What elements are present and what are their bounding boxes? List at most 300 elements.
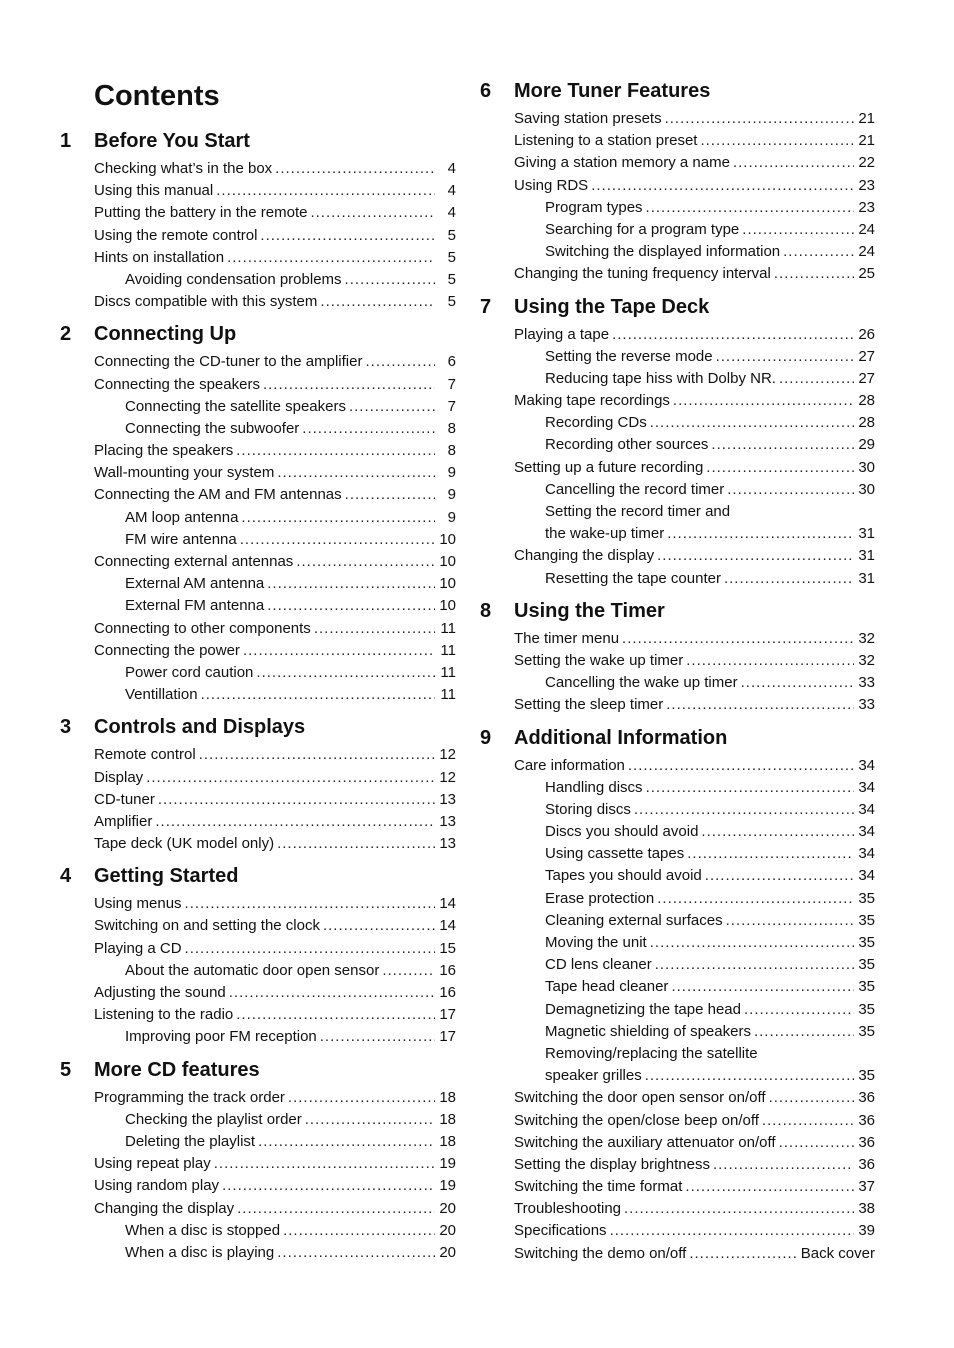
toc-entry-label: Adjusting the sound — [94, 984, 226, 1001]
toc-entry-label: Removing/replacing the satellite — [545, 1044, 758, 1062]
section-heading[interactable] — [60, 1059, 456, 1087]
dot-leader — [277, 1242, 435, 1264]
toc-entry[interactable] — [480, 1021, 875, 1043]
toc-entry-page: 34 — [858, 778, 875, 796]
dot-leader — [382, 960, 435, 982]
dot-leader — [320, 291, 435, 313]
dot-leader — [754, 1021, 854, 1043]
toc-entry[interactable] — [480, 368, 875, 390]
toc-entry-page: 11 — [440, 663, 456, 681]
toc-entry[interactable] — [60, 202, 456, 224]
section-title: Using the Tape Deck — [514, 295, 710, 318]
dot-leader — [199, 744, 435, 766]
toc-entry-page: 30 — [858, 458, 875, 476]
toc-entry-page: 13 — [439, 812, 456, 830]
dot-leader — [260, 225, 435, 247]
toc-entry-page: 10 — [439, 553, 456, 570]
toc-entry-label: Amplifier — [94, 812, 153, 830]
toc-entry[interactable] — [480, 1132, 875, 1154]
toc-entry-page: 16 — [439, 984, 456, 1001]
toc-entry[interactable] — [60, 684, 456, 706]
toc-entry-label: Specifications — [514, 1222, 607, 1240]
toc-entry-page: 14 — [439, 895, 456, 913]
toc-entry[interactable] — [60, 247, 456, 269]
toc-entry[interactable] — [60, 982, 456, 1004]
toc-entry-page: 17 — [439, 1006, 456, 1024]
toc-entry-label: Placing the speakers — [94, 442, 234, 460]
toc-entry[interactable] — [60, 833, 456, 855]
toc-entry[interactable] — [480, 694, 875, 716]
toc-entry[interactable] — [60, 529, 456, 551]
toc-entry[interactable] — [60, 938, 456, 960]
toc-section-3 — [60, 716, 456, 855]
section-title: Controls and Displays — [94, 716, 306, 739]
toc-entry-label: Moving the unit — [545, 934, 647, 951]
toc-entry-label: Connecting the power — [94, 641, 240, 659]
dot-leader — [237, 1198, 435, 1220]
toc-entry-page: 26 — [858, 325, 875, 343]
toc-entry-label: Care information — [514, 756, 625, 774]
toc-entry[interactable] — [480, 324, 875, 346]
toc-entry-page: 21 — [858, 132, 875, 150]
toc-entry[interactable] — [480, 672, 875, 694]
toc-entry[interactable] — [480, 434, 875, 456]
toc-entry-page: 36 — [858, 1133, 875, 1151]
toc-entry-page: 11 — [440, 686, 456, 704]
toc-entry[interactable] — [60, 640, 456, 662]
toc-entry-page: 20 — [439, 1199, 456, 1217]
toc-entry[interactable] — [480, 1243, 875, 1265]
toc-entry-label: Saving station presets — [514, 110, 662, 127]
toc-entry[interactable] — [480, 130, 875, 152]
toc-entry[interactable] — [480, 843, 875, 865]
section-title: Additional Information — [514, 726, 728, 749]
toc-section-7 — [480, 296, 875, 590]
dot-leader — [258, 1131, 435, 1153]
toc-entry[interactable] — [480, 346, 875, 368]
section-heading[interactable] — [480, 80, 875, 108]
toc-entry-label: Making tape recordings — [514, 392, 670, 410]
toc-entry-page: 23 — [858, 198, 875, 216]
dot-leader — [310, 202, 435, 224]
toc-entry-label: Power cord caution — [125, 663, 254, 681]
dot-leader — [320, 1026, 435, 1048]
dot-leader — [774, 263, 854, 285]
toc-entry[interactable] — [60, 1087, 456, 1109]
toc-entry[interactable] — [60, 1198, 456, 1220]
toc-entry-page: 33 — [858, 674, 875, 692]
toc-entry-label: When a disc is playing — [125, 1243, 275, 1261]
dot-leader — [628, 755, 854, 777]
toc-entry[interactable] — [480, 152, 875, 174]
toc-entry-page: 16 — [439, 961, 456, 979]
toc-entry-page: 32 — [858, 629, 875, 647]
section-title: More CD features — [94, 1058, 260, 1081]
toc-entry[interactable] — [480, 219, 875, 241]
toc-entry-label: Using menus — [94, 895, 182, 913]
toc-entry-page: 32 — [858, 651, 875, 669]
toc-entry-page: 25 — [858, 265, 875, 283]
toc-entry-page: 20 — [439, 1221, 456, 1239]
toc-entry-page: 28 — [858, 414, 875, 432]
toc-entry-label: Connecting the subwoofer — [125, 419, 300, 437]
dot-leader — [779, 368, 854, 390]
dot-leader — [349, 396, 435, 418]
toc-entry-label: Ventillation — [125, 686, 198, 704]
toc-entry-page: 36 — [858, 1111, 875, 1129]
toc-entry[interactable] — [60, 462, 456, 484]
toc-entry-label: Checking the playlist order — [125, 1110, 302, 1128]
toc-entry[interactable] — [60, 440, 456, 462]
toc-section-9 — [480, 727, 875, 1265]
toc-entry-label: Connecting the AM and FM antennas — [94, 486, 342, 504]
toc-entry-page: 35 — [858, 1000, 875, 1018]
toc-entry-page: 8 — [447, 442, 456, 460]
toc-entry-label: Cancelling the wake up timer — [545, 674, 738, 692]
dot-leader — [779, 1132, 854, 1154]
dot-leader — [742, 219, 854, 241]
toc-entry-label: Connecting the satellite speakers — [125, 397, 346, 415]
dot-leader — [241, 507, 435, 529]
section-heading[interactable] — [60, 323, 456, 351]
toc-entry[interactable] — [60, 225, 456, 247]
dot-leader — [345, 484, 435, 506]
toc-entry-page: 34 — [858, 867, 875, 885]
toc-entry[interactable] — [480, 888, 875, 910]
toc-entry[interactable] — [480, 999, 875, 1021]
dot-leader — [687, 843, 854, 865]
section-number: 7 — [480, 295, 492, 318]
toc-entry-label: Connecting the speakers — [94, 375, 260, 393]
dot-leader — [275, 158, 435, 180]
toc-entry[interactable] — [480, 799, 875, 821]
toc-entry[interactable] — [60, 1242, 456, 1264]
toc-entry[interactable] — [480, 568, 875, 590]
dot-leader — [673, 390, 854, 412]
toc-entry[interactable] — [480, 865, 875, 887]
toc-section-1 — [60, 130, 456, 313]
dot-leader — [277, 462, 435, 484]
toc-entry-label: Changing the display — [94, 1199, 235, 1217]
dot-leader — [713, 1154, 854, 1176]
toc-entry-label: CD-tuner — [94, 790, 155, 808]
toc-entry-page: 35 — [858, 934, 875, 951]
toc-entry[interactable] — [60, 551, 456, 573]
toc-entry[interactable] — [60, 1175, 456, 1197]
toc-entry-label: External AM antenna — [125, 575, 265, 593]
dot-leader — [741, 672, 854, 694]
toc-entry[interactable] — [60, 1220, 456, 1242]
toc-entry-label: Programming the track order — [94, 1088, 285, 1106]
toc-entry-page: 9 — [447, 508, 456, 526]
toc-entry[interactable] — [60, 484, 456, 506]
toc-entry[interactable] — [60, 291, 456, 313]
toc-entry[interactable] — [480, 954, 875, 976]
toc-entry-page: 11 — [440, 641, 456, 659]
dot-leader — [227, 247, 435, 269]
section-number: 1 — [60, 130, 72, 152]
dot-leader — [650, 412, 854, 434]
toc-entry[interactable] — [60, 180, 456, 202]
toc-entry[interactable] — [480, 777, 875, 799]
toc-entry[interactable] — [60, 396, 456, 418]
toc-entry[interactable] — [60, 811, 456, 833]
toc-entry[interactable] — [60, 374, 456, 396]
toc-entry-page: 7 — [447, 375, 456, 393]
toc-entry-label: Cancelling the record timer — [545, 480, 725, 498]
toc-entry[interactable] — [60, 915, 456, 937]
toc-entry-label: Listening to a station preset — [514, 132, 698, 150]
dot-leader — [645, 1065, 854, 1087]
toc-entry[interactable] — [480, 108, 875, 130]
dot-leader — [666, 694, 854, 716]
dot-leader — [655, 954, 854, 976]
toc-entry-page: 34 — [858, 823, 875, 841]
toc-entry-label: Display — [94, 768, 144, 786]
dot-leader — [686, 650, 854, 672]
dot-leader — [288, 1087, 435, 1109]
toc-entry[interactable] — [60, 1004, 456, 1026]
toc-entry-label: Demagnetizing the tape head — [545, 1000, 741, 1018]
dot-leader — [305, 1109, 435, 1131]
toc-entry[interactable] — [480, 755, 875, 777]
toc-entry[interactable] — [480, 197, 875, 219]
dot-leader — [323, 915, 435, 937]
toc-entry[interactable] — [60, 351, 456, 373]
toc-entry[interactable] — [480, 501, 875, 523]
toc-entry-label: Using cassette tapes — [545, 845, 685, 863]
toc-entry[interactable] — [480, 545, 875, 567]
dot-leader — [216, 180, 435, 202]
toc-entry[interactable] — [60, 662, 456, 684]
toc-entry[interactable] — [480, 1154, 875, 1176]
toc-entry-page: 28 — [858, 392, 875, 410]
toc-entry-page: 11 — [440, 619, 456, 637]
toc-entry-page: 7 — [447, 397, 456, 415]
toc-entry[interactable] — [480, 1176, 875, 1198]
toc-entry[interactable] — [480, 390, 875, 412]
toc-entry-label: External FM antenna — [125, 597, 265, 615]
toc-entry[interactable] — [480, 412, 875, 434]
dot-leader — [267, 595, 435, 617]
toc-entry-page: 37 — [858, 1178, 875, 1196]
toc-entry-page: 19 — [439, 1177, 456, 1195]
toc-entry[interactable] — [60, 744, 456, 766]
toc-entry-label: Discs you should avoid — [545, 823, 699, 841]
toc-section-2 — [60, 323, 456, 706]
toc-entry[interactable] — [60, 158, 456, 180]
toc-section-6 — [480, 80, 875, 286]
toc-entry-label: Resetting the tape counter — [545, 569, 721, 587]
toc-entry[interactable] — [60, 1131, 456, 1153]
toc-entry-page: 10 — [439, 597, 456, 615]
toc-entry[interactable] — [480, 479, 875, 501]
dot-leader — [314, 618, 435, 640]
toc-entry-label: Erase protection — [545, 889, 655, 907]
dot-leader — [657, 545, 854, 567]
toc-entry[interactable] — [60, 595, 456, 617]
toc-entry-page: 4 — [447, 182, 456, 200]
toc-entry-label: Connecting external antennas — [94, 553, 294, 570]
toc-entry[interactable] — [60, 767, 456, 789]
section-number: 9 — [480, 726, 492, 749]
section-title: Connecting Up — [94, 323, 237, 346]
dot-leader — [634, 799, 854, 821]
toc-entry[interactable] — [480, 1087, 875, 1109]
dot-leader — [263, 374, 435, 396]
toc-entry-label: speaker grilles — [545, 1067, 642, 1085]
toc-entry-page: 23 — [858, 176, 875, 194]
dot-leader — [733, 152, 854, 174]
dot-leader — [201, 684, 435, 706]
toc-entry-label: Using repeat play — [94, 1155, 211, 1173]
section-heading[interactable] — [60, 865, 456, 893]
toc-section-8 — [480, 600, 875, 717]
toc-entry-label: Improving poor FM reception — [125, 1028, 317, 1046]
toc-entry-label: Hints on installation — [94, 248, 225, 266]
dot-leader — [744, 999, 854, 1021]
section-heading[interactable] — [60, 716, 456, 744]
toc-entry-label: Setting the record timer and — [545, 503, 731, 520]
toc-entry[interactable] — [60, 789, 456, 811]
dot-leader — [727, 479, 854, 501]
toc-entry-page: 35 — [858, 911, 875, 929]
toc-entry-label: Changing the display — [514, 547, 655, 565]
dot-leader — [671, 976, 854, 998]
section-heading[interactable] — [480, 600, 875, 628]
toc-entry-label: the wake-up timer — [545, 525, 665, 543]
toc-entry[interactable] — [480, 1198, 875, 1220]
dot-leader — [185, 938, 435, 960]
toc-entry[interactable] — [480, 1043, 875, 1065]
toc-entry[interactable] — [60, 418, 456, 440]
dot-leader — [685, 1176, 854, 1198]
page-title: Contents — [94, 80, 220, 112]
toc-entry-page: 8 — [447, 419, 456, 437]
toc-entry-page: 20 — [439, 1243, 456, 1261]
toc-entry[interactable] — [60, 1026, 456, 1048]
toc-entry-page: 30 — [858, 480, 875, 498]
toc-entry-page: 22 — [858, 154, 875, 172]
toc-entry-page: 14 — [439, 917, 456, 935]
toc-entry[interactable] — [60, 507, 456, 529]
toc-entry-page: 9 — [447, 486, 456, 504]
dot-leader — [724, 568, 854, 590]
toc-entry-page: 13 — [439, 790, 456, 808]
toc-entry[interactable] — [480, 650, 875, 672]
toc-entry-label: Magnetic shielding of speakers — [545, 1022, 751, 1040]
toc-entry-label: Handling discs — [545, 778, 643, 796]
toc-entry[interactable] — [480, 175, 875, 197]
toc-entry-label: About the automatic door open sensor — [125, 961, 380, 979]
toc-entry[interactable] — [60, 960, 456, 982]
toc-entry-page: 31 — [858, 547, 875, 565]
toc-entry-page: 27 — [858, 369, 875, 387]
dot-leader — [665, 108, 854, 130]
toc-entry-label: Switching the open/close beep on/off — [514, 1111, 759, 1129]
section-heading[interactable] — [60, 130, 456, 158]
dot-leader — [706, 457, 854, 479]
section-heading[interactable] — [480, 296, 875, 324]
section-heading[interactable] — [480, 727, 875, 755]
toc-entry[interactable] — [60, 1153, 456, 1175]
dot-leader — [236, 440, 435, 462]
dot-leader — [296, 551, 435, 573]
toc-entry[interactable] — [480, 910, 875, 932]
toc-entry-label: Setting the wake up timer — [514, 651, 684, 669]
toc-entry[interactable] — [480, 1065, 875, 1087]
dot-leader — [256, 662, 435, 684]
toc-entry-page: 10 — [439, 575, 456, 593]
toc-entry-label: Switching the displayed information — [545, 243, 781, 261]
section-title: More Tuner Features — [514, 80, 711, 102]
toc-entry-label: Tape deck (UK model only) — [94, 835, 275, 853]
toc-entry-label: Using random play — [94, 1177, 220, 1195]
toc-entry[interactable] — [480, 932, 875, 954]
toc-entry-label: Switching the demo on/off — [514, 1244, 687, 1262]
toc-entry[interactable] — [480, 263, 875, 285]
toc-entry[interactable] — [60, 893, 456, 915]
toc-entry[interactable] — [480, 976, 875, 998]
toc-entry[interactable] — [60, 618, 456, 640]
toc-entry-label: Remote control — [94, 746, 196, 764]
toc-entry-page: 6 — [447, 353, 456, 371]
toc-entry-page: 9 — [447, 464, 456, 482]
dot-leader — [701, 821, 854, 843]
toc-column-right — [480, 80, 875, 1275]
dot-leader — [657, 888, 854, 910]
toc-entry[interactable] — [60, 269, 456, 291]
toc-entry-page: 18 — [439, 1132, 456, 1150]
toc-entry-label: Program types — [545, 198, 643, 216]
toc-entry-label: Switching on and setting the clock — [94, 917, 320, 935]
dot-leader — [646, 777, 854, 799]
dot-leader — [345, 269, 435, 291]
dot-leader — [185, 893, 435, 915]
toc-entry[interactable] — [480, 821, 875, 843]
toc-entry-page: 36 — [858, 1089, 875, 1107]
toc-entry-page: 34 — [858, 800, 875, 818]
toc-entry[interactable] — [480, 241, 875, 263]
section-number: 2 — [60, 323, 72, 346]
toc-entry[interactable] — [60, 1109, 456, 1131]
dot-leader — [146, 767, 435, 789]
toc-entry-page: 38 — [858, 1200, 875, 1218]
toc-entry-label: Setting the sleep timer — [514, 696, 664, 714]
toc-entry[interactable] — [60, 573, 456, 595]
toc-entry-page: 5 — [447, 248, 456, 266]
dot-leader — [155, 811, 435, 833]
toc-entry[interactable] — [480, 1110, 875, 1132]
dot-leader — [622, 628, 854, 650]
toc-entry[interactable] — [480, 523, 875, 545]
toc-entry-label: Connecting the CD-tuner to the amplifier — [94, 353, 363, 371]
toc-entry-page: 29 — [858, 436, 875, 454]
toc-entry-label: Troubleshooting — [514, 1200, 622, 1218]
toc-entry-page: 35 — [858, 956, 875, 974]
dot-leader — [783, 241, 854, 263]
toc-entry-label: Tapes you should avoid — [545, 867, 702, 885]
toc-entry[interactable] — [480, 1220, 875, 1242]
toc-entry[interactable] — [480, 457, 875, 479]
toc-entry[interactable] — [480, 628, 875, 650]
toc-entry-page: 33 — [858, 696, 875, 714]
dot-leader — [705, 865, 854, 887]
toc-entry-label: Switching the auxiliary attenuator on/off — [514, 1133, 776, 1151]
toc-section-4 — [60, 865, 456, 1048]
toc-entry-page: 4 — [447, 204, 456, 222]
toc-entry-page: 35 — [858, 889, 875, 907]
